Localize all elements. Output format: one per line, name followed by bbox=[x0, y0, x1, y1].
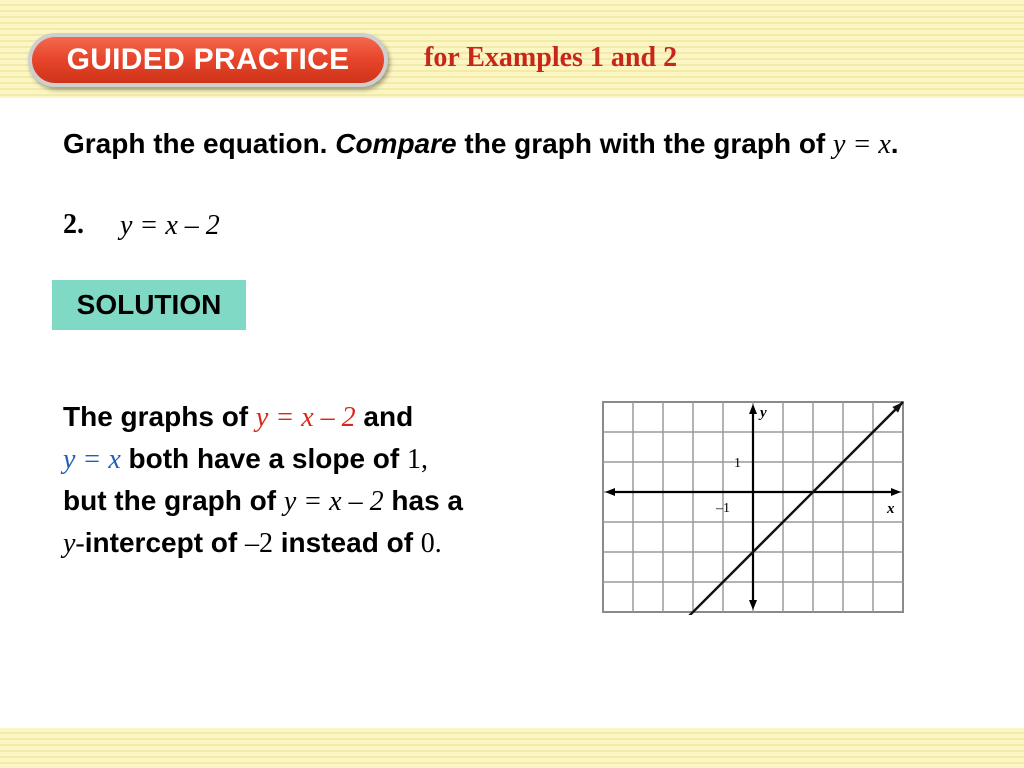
instructions-text-2: the graph with the graph of bbox=[456, 128, 834, 159]
explanation-text-5: has a bbox=[383, 485, 463, 516]
instructions-emphasis: Compare bbox=[335, 128, 457, 159]
problem-number: 2. bbox=[63, 209, 84, 240]
explanation-text-2: and bbox=[355, 401, 414, 432]
examples-subtitle: for Examples 1 and 2 bbox=[424, 42, 678, 73]
y-tick-label: 1 bbox=[734, 456, 741, 471]
explanation-text-3: both have a slope of bbox=[120, 443, 408, 474]
guided-practice-badge bbox=[28, 33, 388, 87]
y-axis-label: y bbox=[760, 405, 767, 421]
explanation-text-7: instead of bbox=[273, 527, 421, 558]
solution-label: SOLUTION bbox=[52, 280, 246, 330]
instructions bbox=[63, 124, 983, 165]
explanation-equation-1: y = x – 2 bbox=[255, 402, 356, 433]
explanation-intercept-old: –2 bbox=[245, 528, 273, 559]
x-axis-label: x bbox=[887, 501, 895, 517]
problem-equation: y = x – 2 bbox=[120, 210, 220, 241]
instructions-end: . bbox=[890, 128, 899, 159]
explanation-text-4: but the graph of bbox=[63, 485, 284, 516]
explanation-slope: 1, bbox=[407, 444, 429, 475]
explanation-text-1: The graphs of bbox=[63, 401, 256, 432]
explanation-text-6: intercept of bbox=[84, 527, 245, 558]
line-graph bbox=[600, 399, 906, 615]
x-tick-label: –1 bbox=[716, 501, 730, 516]
instructions-text-1: Graph the equation. bbox=[63, 128, 336, 159]
solution-explanation bbox=[63, 396, 573, 564]
explanation-intercept-new: 0. bbox=[420, 528, 442, 559]
footer-band bbox=[0, 728, 1024, 768]
explanation-y-variable: y- bbox=[63, 528, 85, 559]
guided-practice-label: GUIDED PRACTICE bbox=[32, 37, 384, 83]
instructions-equation: y = x bbox=[833, 129, 891, 160]
explanation-equation-3: y = x – 2 bbox=[283, 486, 384, 517]
explanation-equation-2: y = x bbox=[63, 444, 121, 475]
